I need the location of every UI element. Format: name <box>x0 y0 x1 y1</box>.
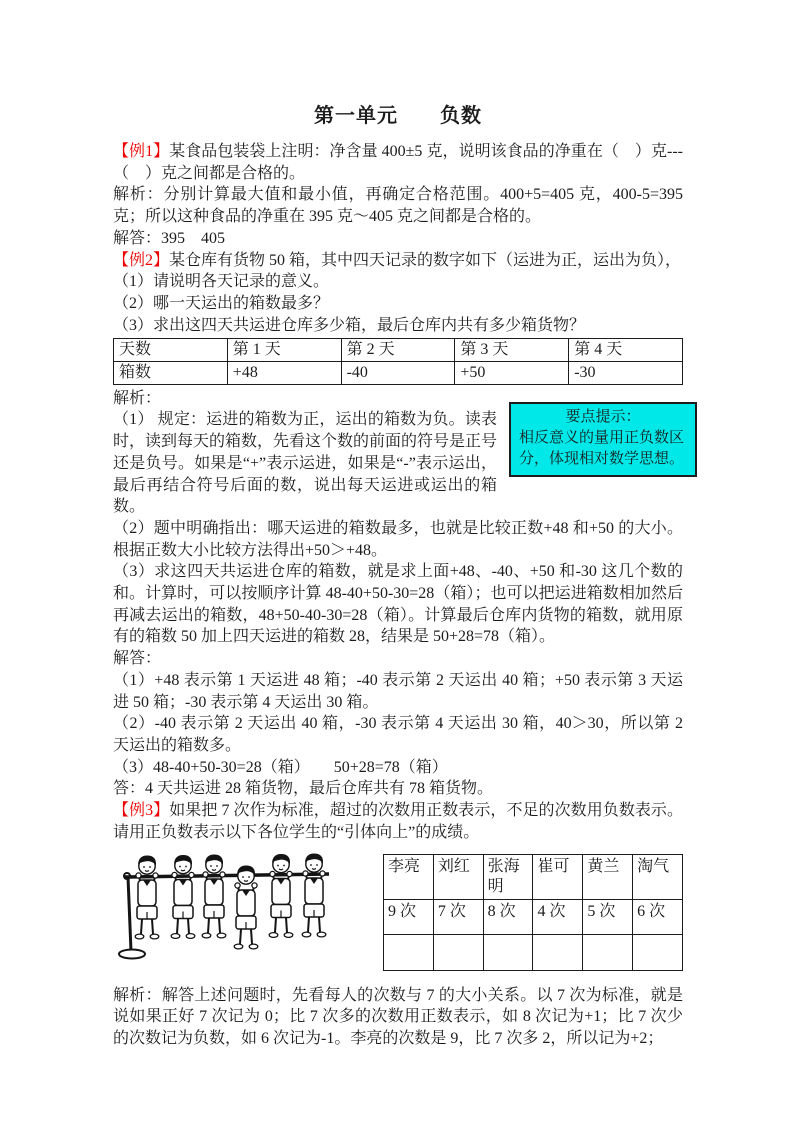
table-row <box>384 934 683 970</box>
example2-answer-3: （3）48-40+50-30=28（箱） 50+28=78（箱） <box>113 758 448 776</box>
table-cell <box>583 934 633 970</box>
example2-answer-1: （1）+48 表示第 1 天运进 48 箱；-40 表示第 2 天运出 40 箱；+50 表示第 3 天运进 50 箱；-30 表示第 4 天运出 30 箱。 <box>113 671 683 711</box>
student-figure <box>302 853 326 936</box>
table-cell: 4 次 <box>533 899 583 934</box>
example3-analysis: 解析：解答上述问题时，先看每人的次数与 7 的大小关系。以 7 次为标准，就是说如果正好 7 次记为 0；比 7 次多的次数用正数表示，如 8 次记为+1；比 7 次少的次数记为负数，如 6 次记为-1。李亮的次数是 9，比 7 次多 2，所以记为+2； <box>113 986 683 1047</box>
table-cell: 张海明 <box>483 854 533 899</box>
table-cell: 刘红 <box>433 854 483 899</box>
student-figure <box>234 865 258 948</box>
table-cell: -40 <box>341 362 455 385</box>
table-cell: 天数 <box>114 339 228 362</box>
page-title: 第一单元 负数 <box>314 105 482 127</box>
example2-answer-2: （2）-40 表示第 2 天运出 40 箱，-30 表示第 4 天运出 30 箱，40＞30，所以第 2 天运出的箱数多。 <box>113 715 683 754</box>
example2-conclusion: 答：4 天共运进 28 箱货物，最后仓库共有 78 箱货物。 <box>113 780 494 798</box>
table-cell: 李亮 <box>384 854 434 899</box>
table-row <box>384 854 683 899</box>
example3-label: 【例3】 <box>113 802 170 820</box>
example2-analysis-3: （3）求这四天共运进仓库的箱数，就是求上面+48、-40、+50 和-30 这几个数的和。计算时，可以按顺序计算 48-40+50-30=28（箱）；也可以把运进箱数相加然后再减去运出的箱数，48+50-40-30=28（箱）。计算最后仓库内货物的箱数，就用原有的箱数 50 加上四天运进的箱数 28，结果是 50+28=78（箱）。 <box>113 563 683 646</box>
student-figure <box>269 853 293 936</box>
bar-base <box>119 949 145 958</box>
shipment-table <box>113 338 683 384</box>
example1-analysis: 解析：分别计算最大值和最小值，再确定合格范围。400+5=405 克，400-5=395 克；所以这种食品的净重在 395 克～405 克之间都是合格的。 <box>113 186 683 226</box>
student-figure <box>171 854 195 937</box>
table-cell: 7 次 <box>433 899 483 934</box>
example2-label: 【例2】 <box>113 251 170 269</box>
table-cell: 第 1 天 <box>227 339 341 362</box>
bar-post <box>128 877 131 951</box>
table-cell: 6 次 <box>633 899 683 934</box>
example1-problem <box>113 141 683 184</box>
example2-answer-label: 解答： <box>113 650 162 668</box>
example2-question-3: （3）求出这四天共运进仓库多少箱，最后仓库内共有多少箱货物？ <box>113 316 586 334</box>
table-cell <box>433 934 483 970</box>
example2-problem-text: 某仓库有货物 50 箱，其中四天记录的数字如下（运进为正，运出为负）， <box>169 251 682 269</box>
table-cell: 9 次 <box>384 899 434 934</box>
pullup-results-table <box>383 854 683 971</box>
example1-answer: 解答：395 405 <box>113 229 226 247</box>
example1-problem-text: 某食品包装袋上注明：净含量 400±5 克，说明该食品的净重在（ ）克---（ ）克之间都是合格的。 <box>113 143 683 182</box>
table-cell: 第 3 天 <box>455 339 569 362</box>
table-cell <box>633 934 683 970</box>
example2-question-2: （2）哪一天运出的箱数最多？ <box>113 294 330 312</box>
example3-problem-text: 如果把 7 次作为标准，超过的次数用正数表示，不足的次数用负数表示。请用正负数表示以下各位学生的“引体向上”的成绩。 <box>113 802 683 841</box>
table-row <box>114 339 683 362</box>
example2-analysis-2: （2）题中明确指出：哪天运进的箱数最多，也就是比较正数+48 和+50 的大小。根据正数大小比较方法得出+50＞+48。 <box>113 519 683 559</box>
table-row <box>114 362 683 385</box>
table-cell: 第 2 天 <box>341 339 455 362</box>
table-cell: 箱数 <box>114 362 228 385</box>
example2-analysis-label: 解析： <box>113 389 162 407</box>
table-row <box>384 899 683 934</box>
table-cell: 崔可 <box>533 854 583 899</box>
example3-figure-row <box>113 848 683 971</box>
example2-question-1: （1）请说明各天记录的意义。 <box>113 273 330 291</box>
tip-box <box>509 402 697 477</box>
student-figure <box>202 854 226 937</box>
pullup-kids-illustration <box>113 848 348 968</box>
example2-problem <box>113 250 683 272</box>
table-cell: 淘气 <box>633 854 683 899</box>
table-cell: 第 4 天 <box>569 339 683 362</box>
example1-label: 【例1】 <box>113 143 170 160</box>
tip-box-title: 要点提示： <box>565 408 641 425</box>
table-cell <box>533 934 583 970</box>
example2-analysis-1: （1） 规定：运进的箱数为正，运出的箱数为负。读表时，读到每天的箱数，先看这个数的前面的符号是正号还是负号。如果是“+”表示运进，如果是“-”表示运出，最后再结合符号后面的数，说出每天运进或运出的箱数。 <box>113 411 498 516</box>
table-cell: +48 <box>227 362 341 385</box>
table-cell: 黄兰 <box>583 854 633 899</box>
tip-box-body: 相反意义的量用正负数区分，体现相对数学思想。 <box>519 429 685 467</box>
table-cell: 5 次 <box>583 899 633 934</box>
table-cell <box>483 934 533 970</box>
table-cell: 8 次 <box>483 899 533 934</box>
table-cell: -30 <box>569 362 683 385</box>
example3-problem <box>113 800 683 843</box>
table-cell: +50 <box>455 362 569 385</box>
student-figure <box>135 855 159 938</box>
table-cell <box>384 934 434 970</box>
example2-analysis-block <box>113 388 683 518</box>
